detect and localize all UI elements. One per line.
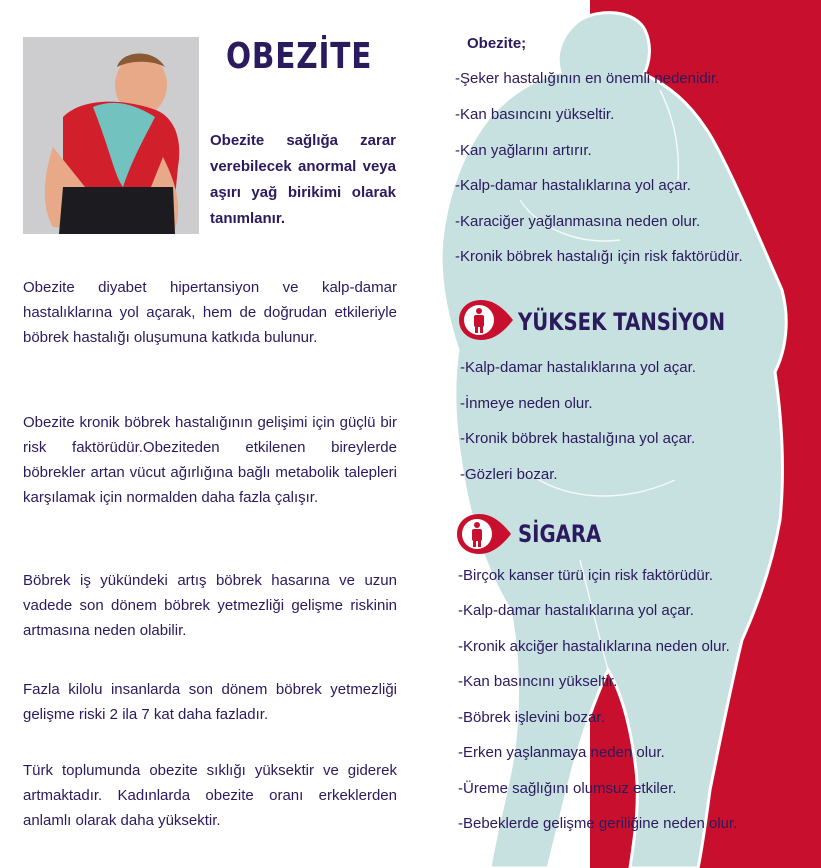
obezite-item: -Kan basıncını yükseltir.	[455, 106, 615, 123]
paragraph-5: Türk toplumunda obezite sıklığı yüksektir ve giderek artmaktadır. Kadınlarda obezite oranı erkeklerden anlamlı olarak daha yüksektir.	[23, 762, 397, 829]
sigara-item: -Böbrek işlevini bozar.	[458, 709, 605, 726]
sigara-item: -Üreme sağlığını olumsuz etkiler.	[458, 780, 677, 797]
sigara-item: -Kronik akciğer hastalıklarına neden olur.	[458, 638, 730, 655]
paragraph-4: Fazla kilolu insanlarda son dönem böbrek yetmezliği gelişme riski 2 ila 7 kat daha fazladır.	[23, 681, 397, 723]
sigara-item: -Bebeklerde gelişme geriliğine neden olur.	[458, 815, 738, 832]
obezite-item: -Karaciğer yağlanmasına neden olur.	[455, 213, 701, 230]
tansiyon-item: -Kronik böbrek hastalığına yol açar.	[460, 430, 696, 447]
person-pin-icon	[453, 512, 513, 556]
paragraph-2: Obezite kronik böbrek hastalığının gelişimi için güçlü bir risk faktörüdür.Obeziteden etkilenen bireylerde böbrekler artan vücut ağırlığına bağlı metabolik talepleri karşılamak için normalden daha fazla çalışır.	[23, 414, 397, 506]
obezite-item: -Kronik böbrek hastalığı için risk faktörüdür.	[455, 248, 743, 265]
paragraph-3: Böbrek iş yükündeki artış böbrek hasarına ve uzun vadede son dönem böbrek yetmezliği gelişme riskinin artmasına neden olabilir.	[23, 572, 397, 639]
sigara-title: SİGARA	[518, 520, 602, 548]
obezite-item: -Kalp-damar hastalıklarına yol açar.	[455, 177, 691, 194]
paragraph-1: Obezite diyabet hipertansiyon ve kalp-damar hastalıklarına yol açarak, hem de doğrudan etkileriyle böbrek hastalığı oluşumuna katkıda bulunur.	[23, 279, 397, 346]
tired-man-photo	[23, 37, 199, 234]
tansiyon-item: -Kalp-damar hastalıklarına yol açar.	[460, 359, 696, 376]
yuksek-tansiyon-title: YÜKSEK TANSİYON	[518, 308, 726, 336]
obezite-item: -Kan yağlarını artırır.	[455, 142, 592, 159]
sigara-item: -Erken yaşlanmaya neden olur.	[458, 744, 665, 761]
sigara-item: -Kan basıncını yükseltir.	[458, 673, 618, 690]
obezite-item: -Şeker hastalığının en önemli nedenidir.	[455, 70, 720, 87]
sigara-item: -Birçok kanser türü için risk faktörüdür.	[458, 567, 714, 584]
page-title: OBEZİTE	[226, 36, 373, 77]
tansiyon-item: -Gözleri bozar.	[460, 466, 558, 483]
person-pin-icon	[455, 298, 515, 342]
sigara-item: -Kalp-damar hastalıklarına yol açar.	[458, 602, 694, 619]
obezite-heading: Obezite;	[467, 35, 527, 52]
intro-definition: Obezite sağlığa zarar verebilecek anormal veya aşırı yağ birikimi olarak tanımlanır.	[210, 132, 396, 227]
tansiyon-item: -İnmeye neden olur.	[460, 395, 593, 412]
